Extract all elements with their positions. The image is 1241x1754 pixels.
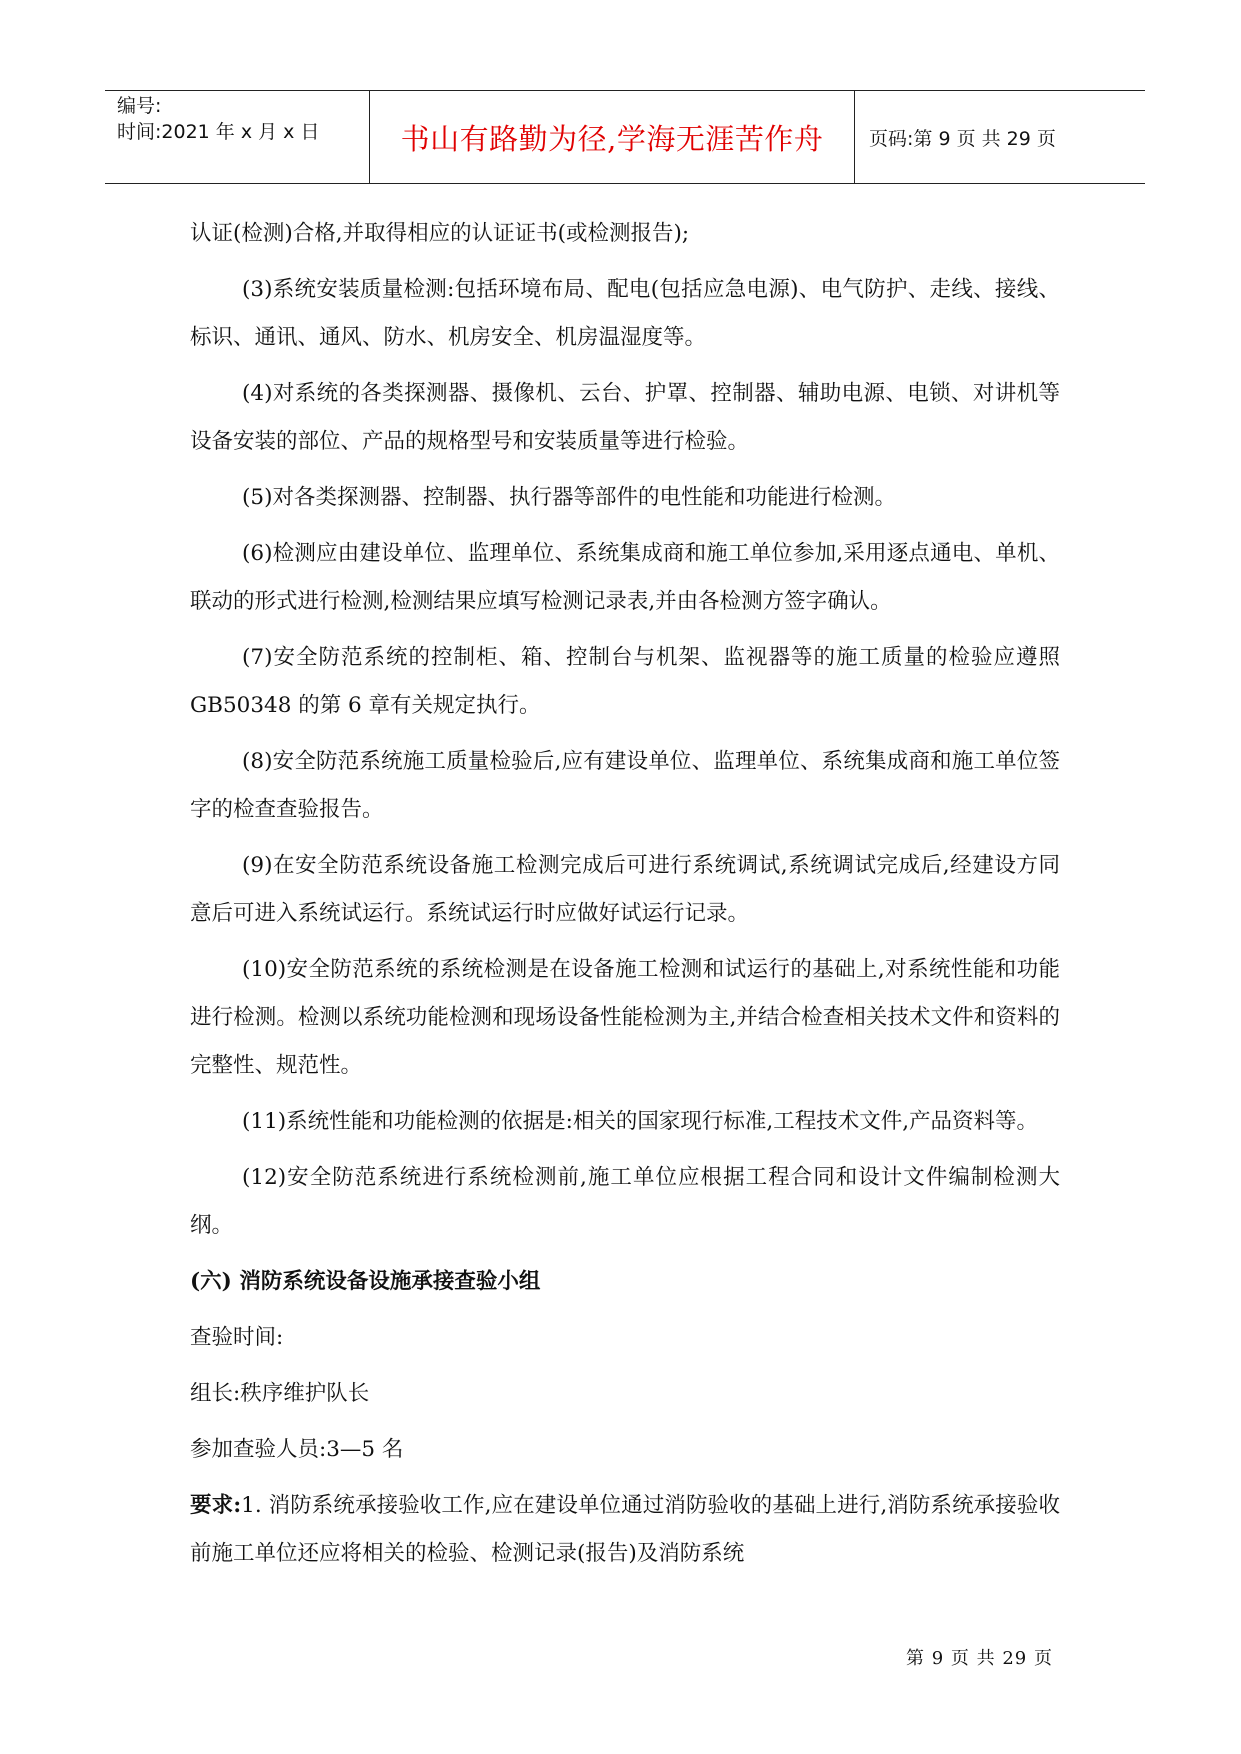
- header-page-cell: [855, 91, 1145, 183]
- info-line-participants: 参加查验人员:3—5 名: [190, 1437, 404, 1462]
- header-motto: 书山有路勤为径,学海无涯苦作舟: [400, 121, 824, 156]
- info-line-inspection-time: 查验时间:: [190, 1325, 284, 1350]
- header-meta: [105, 91, 369, 183]
- info-line-team-leader: 组长:秩序维护队长: [190, 1381, 370, 1406]
- requirement-paragraph: [190, 1482, 1060, 1578]
- document-time-label: 时间:2021 年 x 月 x 日: [117, 121, 320, 143]
- paragraph-1: (3)系统安装质量检测:包括环境布局、配电(包括应急电源)、电气防护、走线、接线、标识、通讯、通风、防水、机房安全、机房温湿度等。: [190, 277, 1060, 350]
- requirement-text: 1. 消防系统承接验收工作,应在建设单位通过消防验收的基础上进行,消防系统承接验收前施工单位还应将相关的检验、检测记录(报告)及消防系统: [190, 1493, 1060, 1566]
- page-footer: 第 9 页 共 29 页: [906, 1648, 1053, 1669]
- paragraph-2: (4)对系统的各类探测器、摄像机、云台、护罩、控制器、辅助电源、电锁、对讲机等设备安装的部位、产品的规格型号和安装质量等进行检验。: [190, 381, 1060, 454]
- paragraph-5: (7)安全防范系统的控制柜、箱、控制台与机架、监视器等的施工质量的检验应遵照 GB50348 的第 6 章有关规定执行。: [190, 645, 1060, 718]
- section-heading: (六) 消防系统设备设施承接查验小组: [190, 1269, 541, 1294]
- page-header: [105, 90, 1145, 184]
- paragraph-10: (12)安全防范系统进行系统检测前,施工单位应根据工程合同和设计文件编制检测大纲。: [190, 1165, 1060, 1238]
- header-page-number: 页码:第 9 页 共 29 页: [869, 127, 1056, 150]
- document-body: [190, 210, 1060, 1586]
- paragraph-9: (11)系统性能和功能检测的依据是:相关的国家现行标准,工程技术文件,产品资料等。: [242, 1109, 1039, 1134]
- header-motto-cell: [369, 91, 855, 183]
- paragraph-0: 认证(检测)合格,并取得相应的认证证书(或检测报告);: [190, 221, 690, 246]
- paragraph-3: (5)对各类探测器、控制器、执行器等部件的电性能和功能进行检测。: [242, 485, 896, 510]
- document-number-label: 编号:: [117, 95, 162, 117]
- paragraph-6: (8)安全防范系统施工质量检验后,应有建设单位、监理单位、系统集成商和施工单位签字的检查查验报告。: [190, 749, 1060, 822]
- paragraph-7: (9)在安全防范系统设备施工检测完成后可进行系统调试,系统调试完成后,经建设方同意后可进入系统试运行。系统试运行时应做好试运行记录。: [190, 853, 1060, 926]
- paragraph-8: (10)安全防范系统的系统检测是在设备施工检测和试运行的基础上,对系统性能和功能进行检测。检测以系统功能检测和现场设备性能检测为主,并结合检查相关技术文件和资料的完整性、规范性。: [190, 957, 1060, 1078]
- requirement-label: 要求:: [190, 1493, 242, 1518]
- paragraph-4: (6)检测应由建设单位、监理单位、系统集成商和施工单位参加,采用逐点通电、单机、联动的形式进行检测,检测结果应填写检测记录表,并由各检测方签字确认。: [190, 541, 1060, 614]
